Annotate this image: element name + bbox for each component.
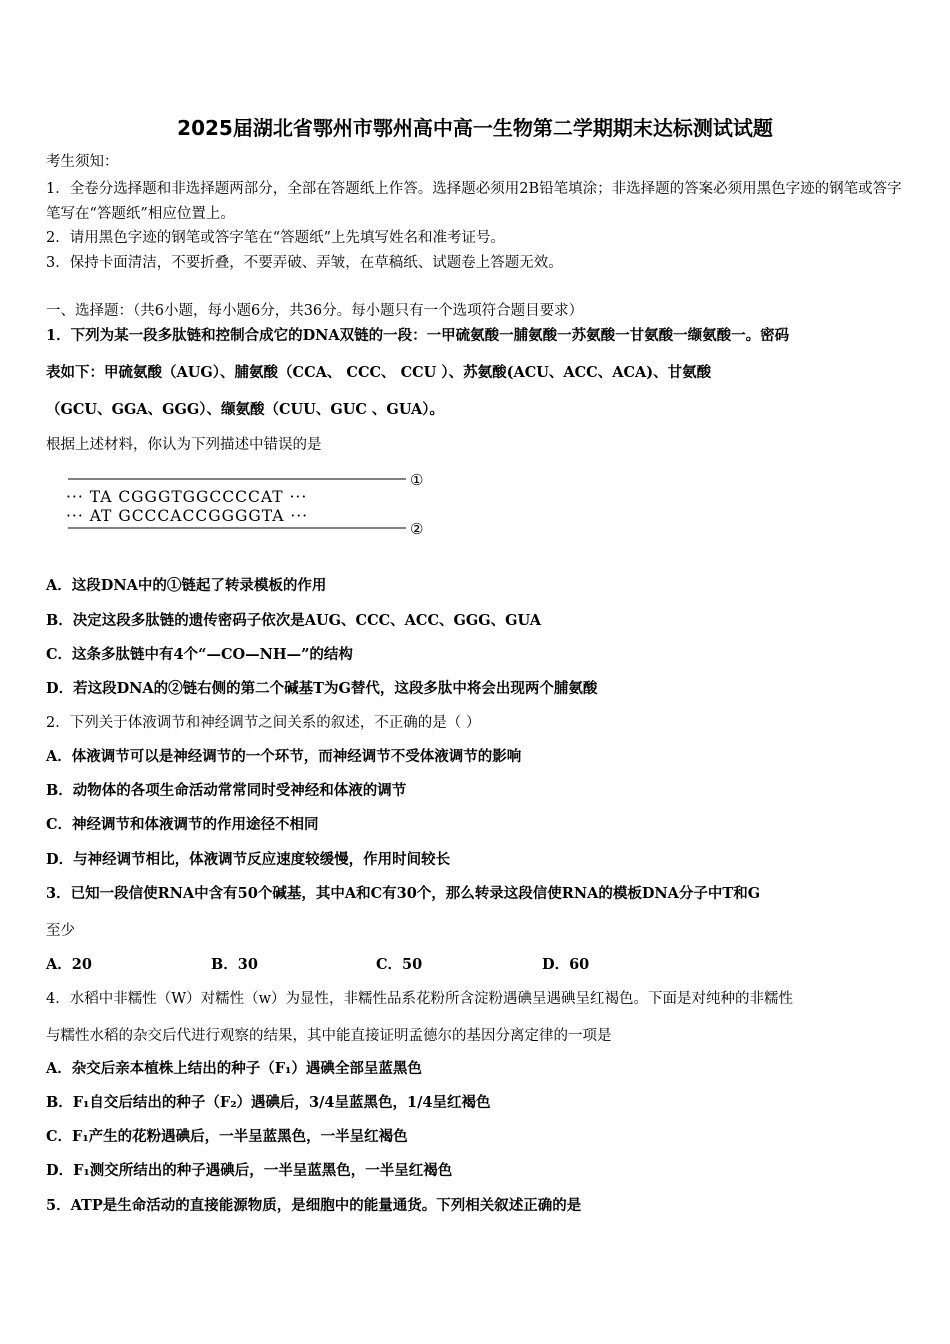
q3-option-c: C．50 (376, 956, 423, 973)
q1-stem-line2: 表如下：甲硫氨酸（AUG）、脯氨酸（CCA、 CCC、 CCU ）、苏氨酸(ACU、ACC、ACA)、甘氨酸 (46, 364, 712, 381)
q1-option-d: D．若这段DNA的②链右侧的第二个碱基T为G替代，这段多肽中将会出现两个脯氨酸 (46, 680, 598, 697)
strand-1-label: ① (410, 471, 424, 489)
dna-strand-figure (60, 466, 440, 544)
q1-stem-line3: （GCU、GGA、GGG）、缬氨酸（CUU、GUC 、GUA）。 (46, 401, 445, 418)
q2-option-a: A．体液调节可以是神经调节的一个环节，而神经调节不受体液调节的影响 (46, 748, 522, 765)
q4-option-a: A．杂交后亲本植株上结出的种子（F₁）遇碘全部呈蓝黑色 (46, 1060, 422, 1077)
q2-stem: 2．下列关于体液调节和神经调节之间关系的叙述，不正确的是（ ） (46, 715, 481, 731)
notice-item-2: 2．请用黑色字迹的钢笔或答字笔在“答题纸”上先填写姓名和准考证号。 (46, 230, 506, 246)
q1-stem-line1: 1．下列为某一段多肽链和控制合成它的DNA双链的一段：一甲硫氨酸一脯氨酸一苏氨酸一甘氨酸一缬氨酸一。密码 (46, 327, 790, 344)
q4-stem-line1: 4．水稻中非糯性（W）对糯性（w）为显性，非糯性品系花粉所含淀粉遇碘呈遇碘呈红褐色。下面是对纯种的非糯性 (46, 991, 794, 1007)
q4-option-b: B．F₁自交后结出的种子（F₂）遇碘后，3/4呈蓝黑色，1/4呈红褐色 (46, 1094, 491, 1111)
strand-1-sequence: ··· TA CGGGTGGCCCCAT ··· (66, 488, 308, 506)
q3-option-d: D．60 (542, 956, 590, 973)
q2-option-d: D．与神经调节相比，体液调节反应速度较缓慢，作用时间较长 (46, 851, 451, 868)
notice-item-3: 3．保持卡面清洁，不要折叠，不要弄破、弄皱，在草稿纸、试题卷上答题无效。 (46, 255, 563, 271)
q1-option-c: C．这条多肽链中有4个“—CO—NH—”的结构 (46, 646, 353, 663)
q3-stem-line1: 3．已知一段信使RNA中含有50个碱基，其中A和C有30个，那么转录这段信使RNA的模板DNA分子中T和G (46, 885, 761, 902)
q1-option-a: A．这段DNA中的①链起了转录模板的作用 (46, 577, 327, 594)
q5-stem: 5．ATP是生命活动的直接能源物质，是细胞中的能量通货。下列相关叙述正确的是 (46, 1197, 582, 1214)
notice-item-1: 1．全卷分选择题和非选择题两部分，全部在答题纸上作答。选择题必须用2B铅笔填涂；非选择题的答案必须用黑色字迹的钢笔或答字笔写在“答题纸”相应位置上。 (46, 181, 902, 222)
q4-stem-line2: 与糯性水稻的杂交后代进行观察的结果，其中能直接证明孟德尔的基因分离定律的一项是 (46, 1028, 612, 1044)
q2-option-c: C．神经调节和体液调节的作用途径不相同 (46, 816, 319, 833)
q1-stem-line4: 根据上述材料，你认为下列描述中错误的是 (46, 437, 322, 453)
q4-option-c: C．F₁产生的花粉遇碘后，一半呈蓝黑色，一半呈红褐色 (46, 1128, 408, 1145)
q4-option-d: D．F₁测交所结出的种子遇碘后，一半呈蓝黑色，一半呈红褐色 (46, 1162, 453, 1179)
strand-2-sequence: ··· AT GCCCACCGGGGTA ··· (66, 507, 309, 525)
q3-option-a: A．20 (46, 956, 92, 973)
q3-option-b: B．30 (211, 956, 258, 973)
q1-option-b: B．决定这段多肽链的遗传密码子依次是AUG、CCC、ACC、GGG、GUA (46, 612, 541, 629)
q2-option-b: B．动物体的各项生命活动常常同时受神经和体液的调节 (46, 782, 407, 799)
notice-heading: 考生须知： (46, 154, 119, 170)
q3-stem-line2: 至少 (46, 923, 75, 939)
page-title: 2025届湖北省鄂州市鄂州高中高一生物第二学期期末达标测试试题 (177, 116, 773, 140)
section-heading: 一、选择题：（共6小题，每小题6分，共36分。每小题只有一个选项符合题目要求） (46, 303, 584, 319)
strand-2-label: ② (410, 520, 424, 538)
